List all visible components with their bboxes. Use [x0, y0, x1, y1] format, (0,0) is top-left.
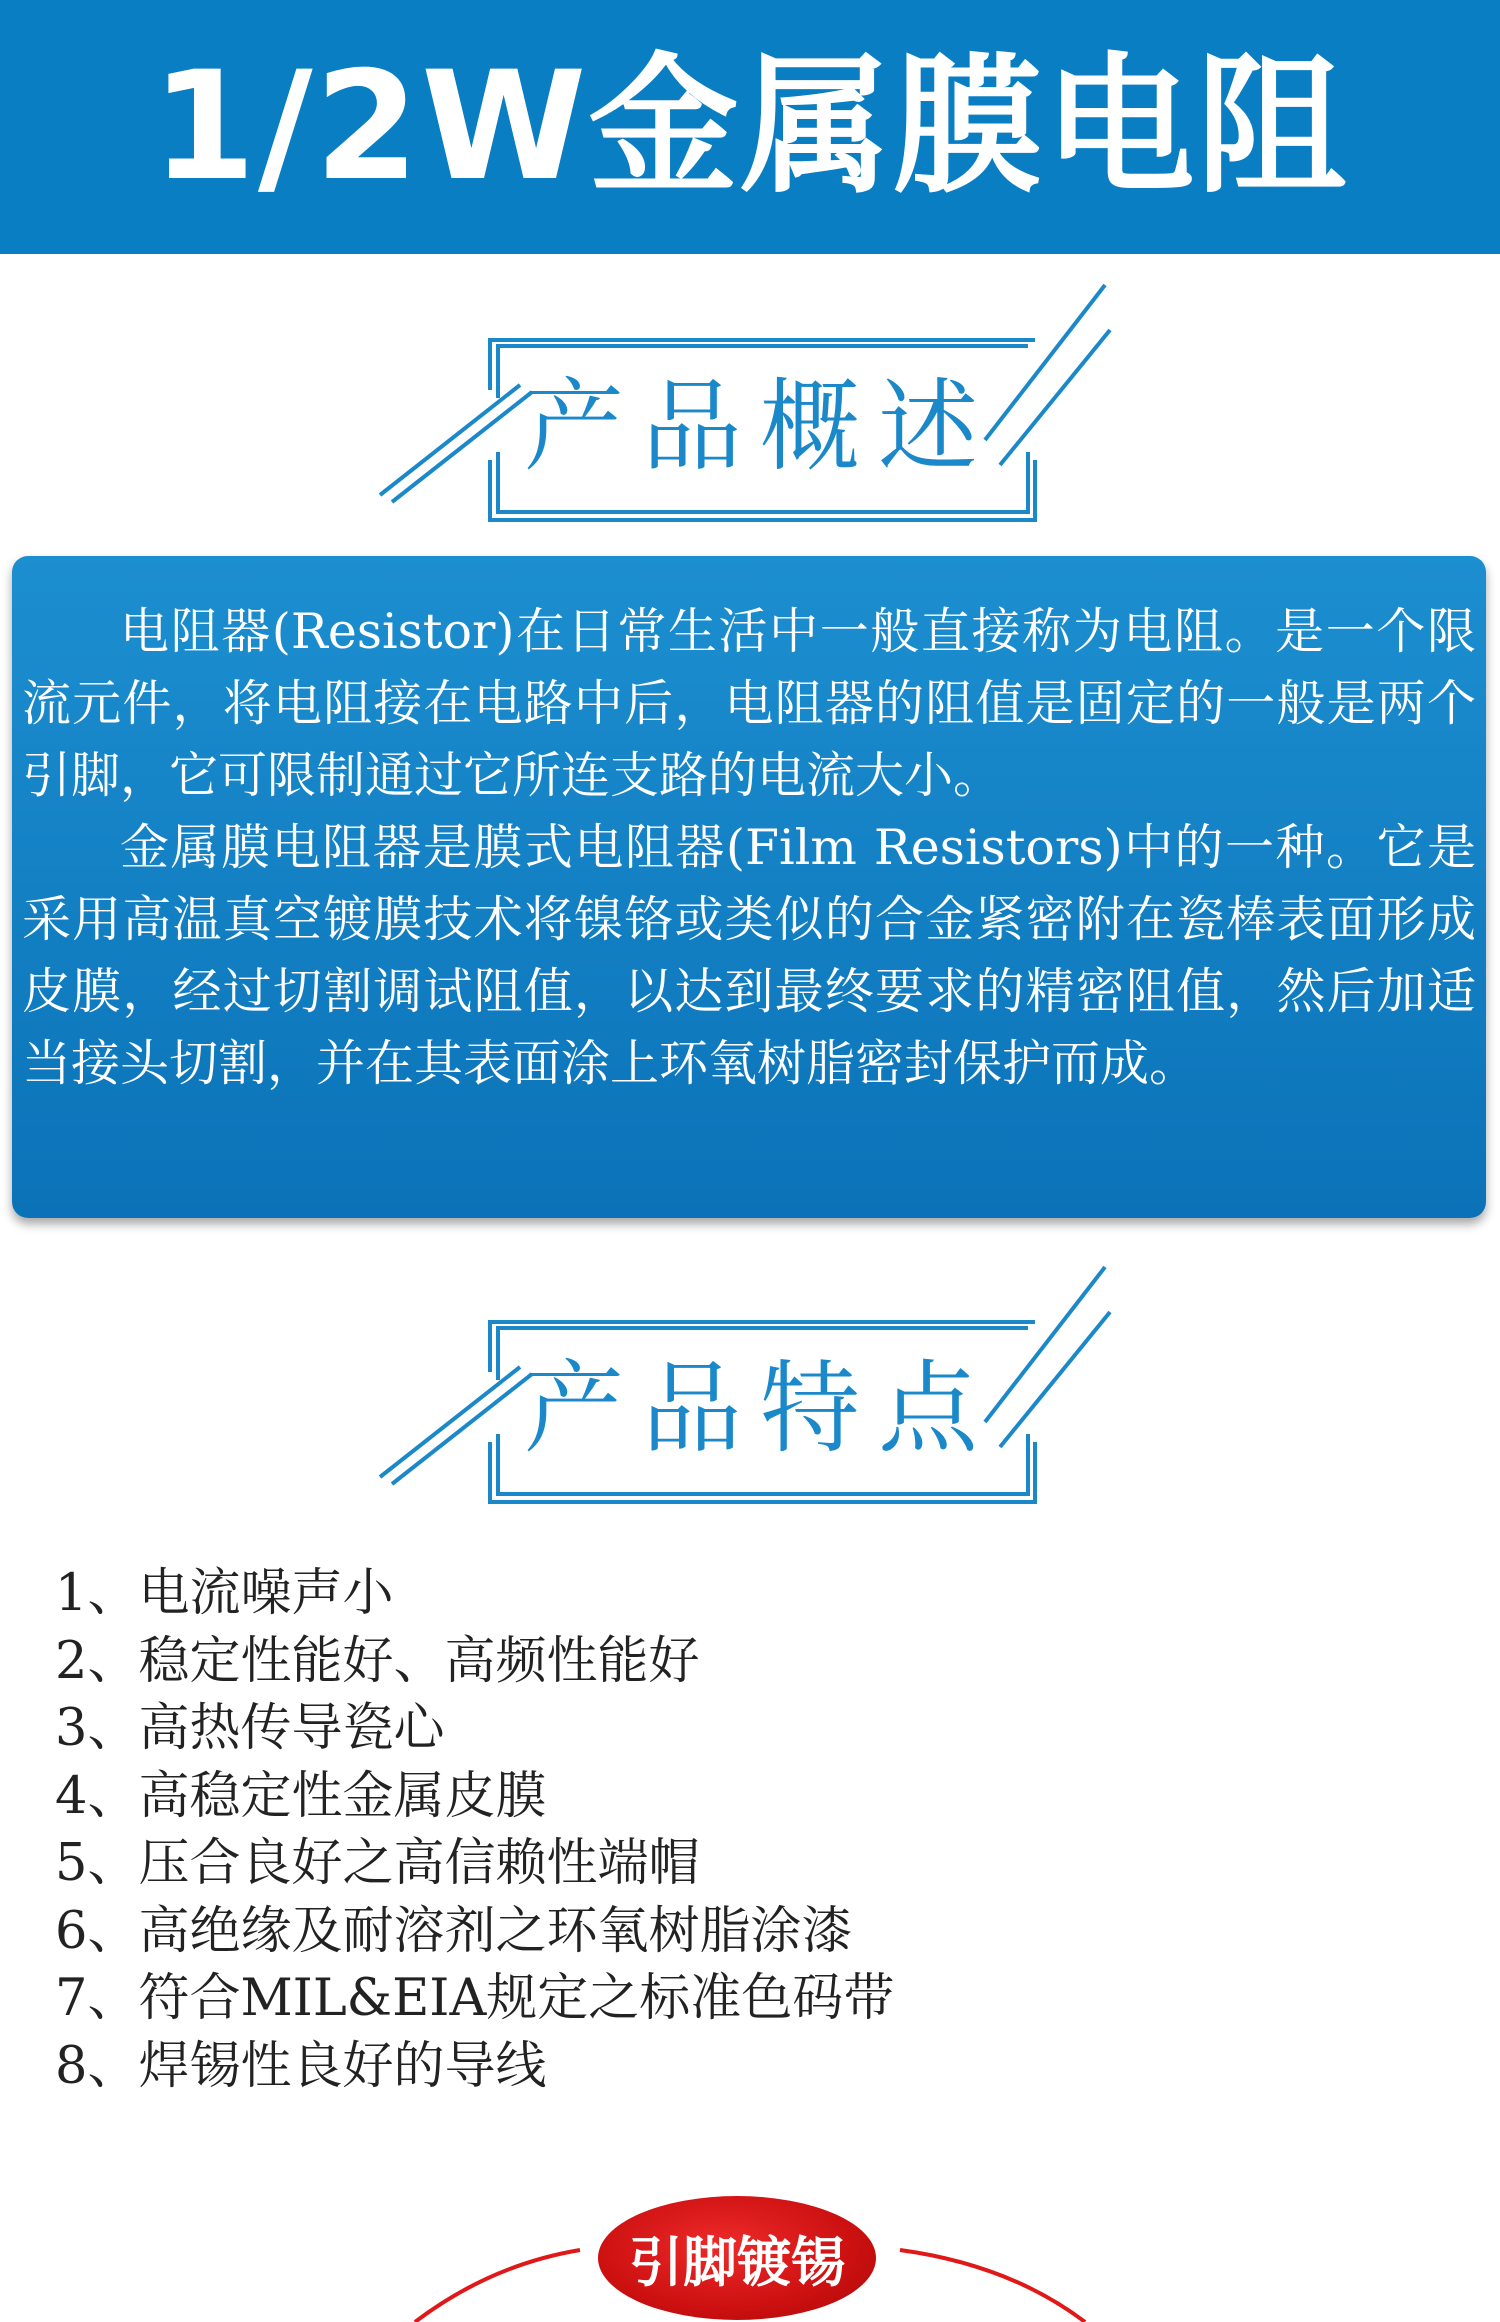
header-banner — [0, 0, 1500, 254]
list-item: 1、电流噪声小 — [55, 1564, 394, 1623]
list-item: 7、符合MIL&EIA规定之标准色码带 — [55, 1969, 895, 2028]
overview-heading: 产品概述 — [524, 368, 996, 485]
list-item: 2、稳定性能好、高频性能好 — [55, 1631, 700, 1691]
features-list — [55, 1560, 894, 2100]
features-heading-frame — [0, 1262, 1500, 1522]
list-item: 8、焊锡性良好的导线 — [55, 2036, 547, 2096]
list-item: 5、压合良好之高信赖性端帽 — [55, 1834, 700, 1893]
pin-tinning-badge — [598, 2196, 876, 2320]
pin-tinning-callout — [0, 2180, 1500, 2322]
overview-heading-frame — [0, 280, 1500, 540]
list-item: 4、高稳定性金属皮膜 — [55, 1766, 547, 1826]
page-title: 1/2W金属膜电阻 — [151, 40, 1349, 214]
list-item: 3、高热传导瓷心 — [55, 1699, 445, 1758]
badge-label: 引脚镀锡 — [629, 2230, 845, 2294]
overview-text-box — [12, 556, 1486, 1218]
overview-paragraph-1: 电阻器(Resistor)在日常生活中一般直接称为电阻。是一个限流元件，将电阻接在电路中后，电阻器的阻值是固定的一般是两个引脚，它可限制通过它所连支路的电流大小。 — [22, 603, 1476, 804]
list-item: 6、高绝缘及耐溶剂之环氧树脂涂漆 — [55, 1901, 853, 1961]
features-heading: 产品特点 — [524, 1350, 996, 1467]
overview-paragraph-2: 金属膜电阻器是膜式电阻器(Film Resistors)中的一种。它是采用高温真空镀膜技术将镍铬或类似的合金紧密附在瓷棒表面形成皮膜，经过切割调试阻值，以达到最终要求的精密阻值，然后加适当接头切割，并在其表面涂上环氧树脂密封保护而成。 — [22, 819, 1476, 1092]
